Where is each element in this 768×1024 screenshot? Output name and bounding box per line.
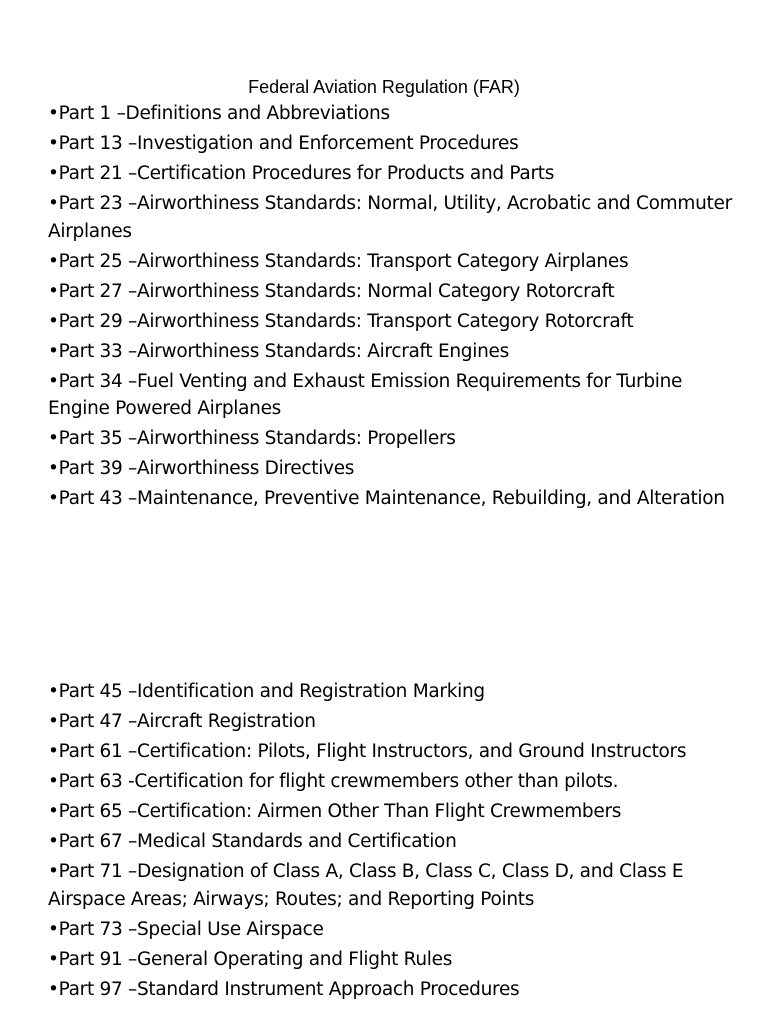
- list-item: •Part 91 –General Operating and Flight Rules: [48, 948, 453, 970]
- list-item: •Part 39 –Airworthiness Directives: [48, 458, 355, 479]
- far-parts-list-1: [48, 100, 738, 513]
- document-title: Federal Aviation Regulation (FAR): [248, 77, 520, 97]
- list-item: •Part 29 –Airworthiness Standards: Transport Category Rotorcraft: [48, 310, 634, 332]
- list-item: •Part 27 –Airworthiness Standards: Normal Category Rotorcraft: [48, 280, 615, 302]
- list-item: •Part 1 –Definitions and Abbreviations: [48, 103, 390, 124]
- list-item: •Part 47 –Aircraft Registration: [48, 711, 316, 732]
- list-item: •Part 67 –Medical Standards and Certification: [48, 831, 457, 852]
- list-item: •Part 34 –Fuel Venting and Exhaust Emission Requirements for Turbine Engine Powered Airplanes: [48, 370, 683, 419]
- list-item: •Part 61 –Certification: Pilots, Flight Instructors, and Ground Instructors: [48, 741, 687, 762]
- list-item: •Part 25 –Airworthiness Standards: Transport Category Airplanes: [48, 250, 629, 272]
- list-item: •Part 45 –Identification and Registration Marking: [48, 681, 485, 702]
- list-item: •Part 63 -Certification for flight crewmembers other than pilots.: [48, 771, 619, 792]
- list-item: •Part 35 –Airworthiness Standards: Propellers: [48, 428, 456, 449]
- far-parts-list-2: [48, 678, 738, 1003]
- list-item: •Part 65 –Certification: Airmen Other Than Flight Crewmembers: [48, 801, 622, 822]
- list-item: •Part 97 –Standard Instrument Approach Procedures: [48, 978, 520, 1000]
- list-item: •Part 13 –Investigation and Enforcement Procedures: [48, 133, 519, 154]
- list-item: •Part 33 –Airworthiness Standards: Aircraft Engines: [48, 340, 509, 362]
- list-item: •Part 23 –Airworthiness Standards: Normal, Utility, Acrobatic and Commuter Airplanes: [48, 193, 732, 242]
- list-item: •Part 73 –Special Use Airspace: [48, 918, 324, 940]
- list-item: •Part 71 –Designation of Class A, Class B, Class C, Class D, and Class E Airspace Areas; Airways; Routes; and Reporting Points: [48, 861, 684, 910]
- list-item: •Part 43 –Maintenance, Preventive Maintenance, Rebuilding, and Alteration: [48, 488, 725, 509]
- list-item: •Part 21 –Certification Procedures for Products and Parts: [48, 163, 555, 184]
